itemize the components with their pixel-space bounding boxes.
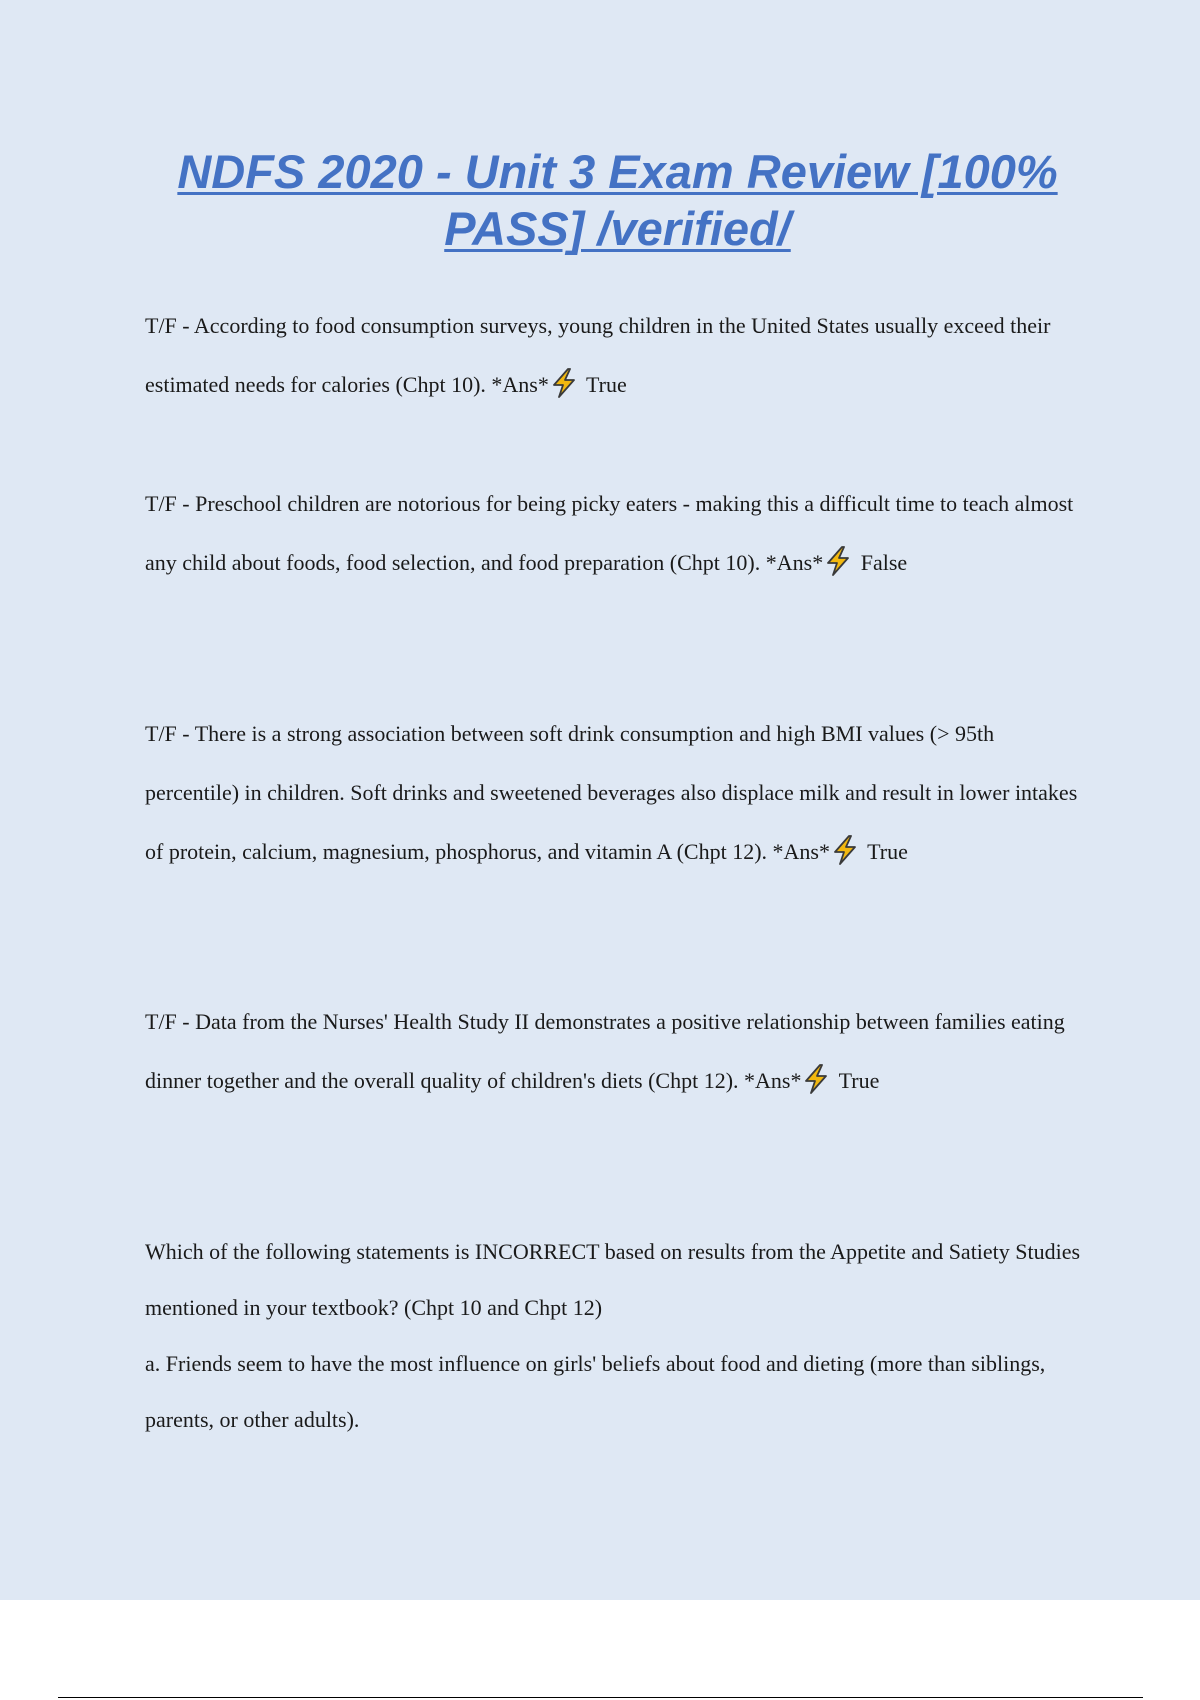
question-text: T/F - There is a strong association between soft drink consumption and high BMI values (> 95th percentile) in children. Soft drinks and sweetened beverages also displace milk and result in lower intakes of protein, calcium, magnesium, phosphorus, and vitamin A (Chpt 12). xyxy=(145,721,1078,864)
question-item xyxy=(145,704,1085,881)
question-item xyxy=(145,992,1085,1110)
question-text: T/F - Data from the Nurses' Health Study II demonstrates a positive relationship between families eating dinner together and the overall quality of children's diets (Chpt 12). xyxy=(145,1009,1065,1093)
lightning-bolt-icon xyxy=(803,1057,829,1087)
answer-option-a: a. Friends seem to have the most influence on girls' beliefs about food and dieting (more than siblings, parents, or other adults). xyxy=(145,1351,1046,1432)
answer-text: True xyxy=(838,1068,880,1093)
lightning-bolt-icon xyxy=(832,828,858,858)
answer-text: True xyxy=(585,372,627,397)
answer-marker: *Ans* xyxy=(491,372,549,397)
answer-text: True xyxy=(867,839,908,864)
question-item xyxy=(145,474,1085,592)
question-text: Which of the following statements is INCORRECT based on results from the Appetite and Satiety Studies mentioned in your textbook? (Chpt 10 and Chpt 12) xyxy=(145,1239,1081,1320)
answer-text: False xyxy=(860,550,908,575)
question-item xyxy=(145,1224,1085,1448)
answer-marker: *Ans* xyxy=(744,1068,802,1093)
lightning-bolt-icon xyxy=(551,361,577,391)
question-item xyxy=(145,296,1085,414)
answer-marker: *Ans* xyxy=(772,839,830,864)
lightning-bolt-icon xyxy=(825,539,851,569)
footer-divider xyxy=(58,1697,1143,1698)
document-title: NDFS 2020 - Unit 3 Exam Review [100% PASS] /verified/ xyxy=(177,145,1058,255)
question-text: T/F - Preschool children are notorious for being picky eaters - making this a difficult time to teach almost any child about foods, food selection, and food preparation (Chpt 10). xyxy=(145,491,1074,575)
answer-marker: *Ans* xyxy=(765,550,824,575)
question-text: T/F - According to food consumption surveys, young children in the United States usually exceed their estimated needs for calories (Chpt 10). xyxy=(145,313,1051,397)
